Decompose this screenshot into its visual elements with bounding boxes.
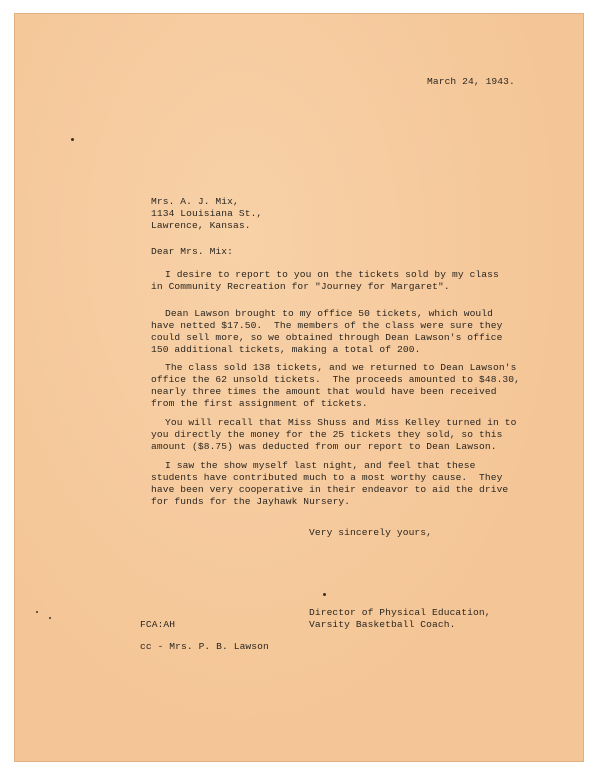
paragraph-line: nearly three times the amount that would have been received xyxy=(151,386,497,397)
letter-page xyxy=(15,14,583,761)
paper-speck xyxy=(49,617,51,619)
recipient-line: Lawrence, Kansas. xyxy=(151,220,251,231)
paragraph-line: in Community Recreation for "Journey for Margaret". xyxy=(151,281,450,292)
paragraph-line: from the first assignment of tickets. xyxy=(151,398,368,409)
paragraph-line: have been very cooperative in their endeavor to aid the drive xyxy=(151,484,509,495)
paper-speck xyxy=(323,593,326,596)
paragraph-line: I saw the show myself last night, and feel that these xyxy=(165,460,476,471)
salutation: Dear Mrs. Mix: xyxy=(151,246,234,257)
paragraph-line: students have contributed much to a most worthy cause. They xyxy=(151,472,503,483)
signature-title-line: Varsity Basketball Coach. xyxy=(309,619,456,630)
typist-initials: FCA:AH xyxy=(140,619,176,630)
letter-date: March 24, 1943. xyxy=(427,76,515,87)
paragraph-line: for funds for the Jayhawk Nursery. xyxy=(151,496,351,507)
signature-title-line: Director of Physical Education, xyxy=(309,607,491,618)
recipient-line: 1134 Louisiana St., xyxy=(151,208,263,219)
paragraph-line: office the 62 unsold tickets. The proceeds amounted to $48.30, xyxy=(151,374,521,385)
paragraph-line: I desire to report to you on the tickets sold by my class xyxy=(165,269,499,280)
paragraph-line: You will recall that Miss Shuss and Miss Kelley turned in to xyxy=(165,417,517,428)
carbon-copy: cc - Mrs. P. B. Lawson xyxy=(140,641,269,652)
recipient-line: Mrs. A. J. Mix, xyxy=(151,196,239,207)
paragraph-line: 150 additional tickets, making a total of 200. xyxy=(151,344,421,355)
paragraph-line: Dean Lawson brought to my office 50 tickets, which would xyxy=(165,308,494,319)
paragraph-line: could sell more, so we obtained through Dean Lawson's office xyxy=(151,332,503,343)
paper-speck xyxy=(71,138,74,141)
paragraph-line: have netted $17.50. The members of the class were sure they xyxy=(151,320,503,331)
paper-speck xyxy=(36,611,38,613)
closing: Very sincerely yours, xyxy=(309,527,433,538)
paragraph-line: The class sold 138 tickets, and we returned to Dean Lawson's xyxy=(165,362,517,373)
paragraph-line: amount ($8.75) was deducted from our report to Dean Lawson. xyxy=(151,441,497,452)
paragraph-line: you directly the money for the 25 tickets they sold, so this xyxy=(151,429,503,440)
